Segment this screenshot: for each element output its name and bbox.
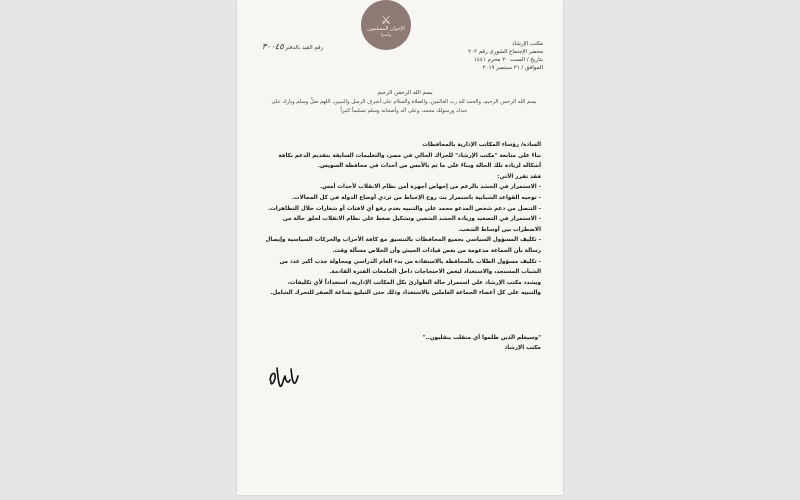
closing-paragraph: والتنبيه على كل أعضاء الجماعة العاملين بالاستعداد وذلك حتى التبليغ بساعة الصفر للتحرك الشامل. [270, 290, 541, 297]
list-item: - تكليف المسؤول السياسي بجميع المحافظات بالتنسيق مع كافة الأحزاب والحركات السياسية وإيصال رسالة بأن الجماعة مدعومة من بعض قيادات الجيش وأن الخلاص مسألة وقت. [265, 237, 541, 254]
list-item: - تكليف مسؤول الطلاب بالمحافظة بالاستفادة من بدء العام الدراسي ومحاولة جذب أكبر عدد من الشباب المستجد، والاستعداد لبعض الاحتجاجات داخل الجامعات الفترة القادمة. [279, 258, 541, 276]
closing-paragraph: ويشدد مكتب الإرشاد على استمرار حالة الطوارئ بكل المكاتب الإدارية، استعداداً لأي تكليفات، [287, 279, 541, 286]
gregorian-date: الموافق / ٢١ سبتمبر ٢٠١٩ [482, 65, 543, 71]
crossed-swords-icon: ⚔ [380, 12, 392, 27]
list-item: - الاستمرار في الحشد بالرغم من إجهاض أجهزة أمن نظام الانقلاب لأحداث أمس. [319, 184, 541, 191]
intro-paragraph: بناءً على متابعة "مكتب الإرشاد" للحراك الحالي في مصر، والتعليمات السابقة بتقديم الدعم بكافة أشكاله لزيادة تلك الحالة وبناءً على ما تم بالأمس من أحداث في محافظة السويس. [278, 152, 541, 170]
addressee: السادة/ رؤساء المكاتب الإدارية بالمحافظات [422, 142, 541, 148]
decision-heading: فقد تقرر الآتي: [497, 173, 541, 180]
signoff: مكتب الإرشاد [504, 345, 541, 351]
list-item: - الاستمرار في التصعيد وزيادة الحشد الشعبي وتشكيل ضغط على نظام الانقلاب لخلق حالة من الاضطراب بين أوساط الشعب. [282, 216, 541, 233]
logo-motto: وأعدوا [380, 31, 392, 37]
document-page [237, 0, 563, 495]
list-item: - التنصل من دعم شخص المدعو محمد علي والتنبيه بعدم رفع أي لافتات أو شعارات خلال التظاهرات. [268, 205, 541, 212]
letter-body [265, 140, 541, 299]
bismillah: بسم الله الرحمن الرحيم [377, 90, 433, 96]
reference-block [262, 42, 372, 51]
reference-number: ٣٠٠٤٥ [262, 42, 284, 51]
list-item: - توجيه القواعد الشبابية باستمرار بث روح الإحباط من تردي أوضاع الدولة في كل المجالات. [291, 194, 541, 201]
closing-quote: "وسيعلم الذين ظلموا أي منقلب ينقلبون.." [422, 335, 541, 341]
meeting-minutes-number: محضر الإجتماع الشورى رقم ٢٠٢ [468, 49, 543, 55]
opening-invocation: بسم الله الرحمن الرحيم، والحمد لله رب العالمين، والصلاة والسلام على أشرف الرسل والنبيين، اللهم صلِّ وسلم وبارك على عبدك ورسولك محمد، وعلى آله وأصحابه وسلم تسليماً كثيراً [271, 99, 537, 114]
document-header [433, 40, 543, 72]
hijri-date: بتاريخ / السبت ٢٠ محرم ١٤٤١ [473, 57, 543, 63]
reference-label: رقم القيد بالدفتر [285, 45, 324, 51]
logo-title: الإخوان المسلمون [367, 25, 405, 32]
handwritten-signature [267, 362, 301, 396]
office-name: مكتب الإرشاد [512, 41, 543, 47]
